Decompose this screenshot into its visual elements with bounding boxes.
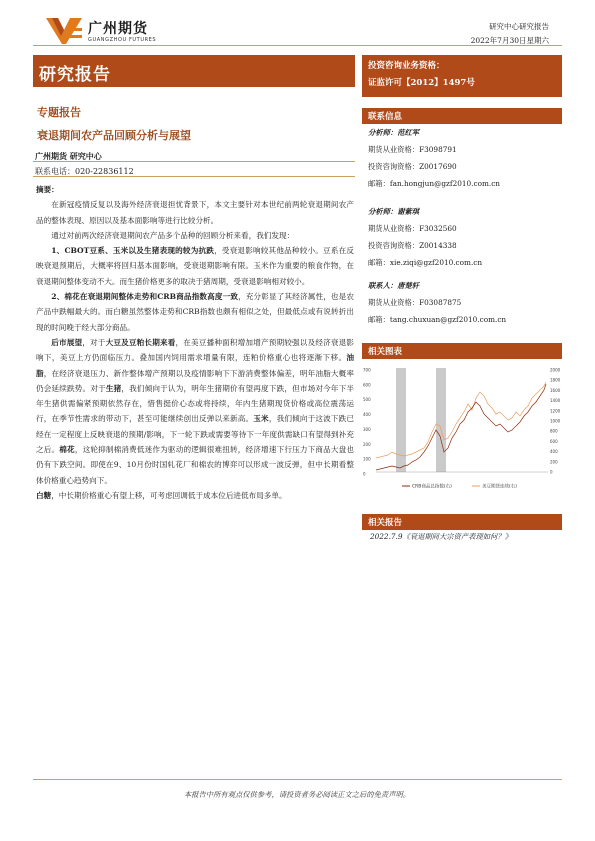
outlook-text: ，我们倾向于这波下跌已经在一定程度上反映衰退的预期/影响，下一轮下跌或需要等待下一年度供需缺口有望得到补充之后。 [36, 414, 355, 455]
abstract-p3 [36, 243, 354, 289]
analyst-title: 分析师： [368, 128, 398, 137]
outlook-text: ，中长期价格重心有望上移，可考虑回调低于成本位后进低布局多单。 [51, 490, 287, 500]
license-box [362, 55, 562, 97]
y-right-tick: 1600 [550, 387, 561, 393]
y-left-tick: 700 [363, 367, 371, 373]
title-bar-text: 研究报告 [39, 65, 111, 85]
y-left-tick: 600 [363, 382, 371, 388]
logo-mark-icon [44, 16, 84, 46]
analyst-2 [368, 203, 482, 271]
outlook-text: ，在美豆播种面积增加增产预期较强以及经济衰退影响下，美豆上方仍面临压力。叠加国内饲用需求增量有限，连粕价格重心也将逐渐下移。 [36, 337, 355, 363]
analyst-consult: 投资咨询资格：Z0014338 [368, 241, 457, 250]
abstract-body [36, 182, 354, 503]
abstract-p6 [36, 488, 354, 503]
outlook-sugar: 白糖 [36, 490, 52, 500]
y-left-tick: 200 [363, 441, 371, 447]
y-left-tick: 300 [363, 426, 371, 432]
legend-soy: 美豆期货连续(右) [482, 484, 518, 490]
outlook-soy: 大豆及豆粕长期来看 [105, 337, 176, 347]
header-divider [33, 45, 562, 46]
analyst-name [368, 277, 506, 294]
analyst-name-text: 谢紫琪 [397, 207, 420, 216]
finding-1-text: ，受衰退影响较其他品种较小。豆系在反映衰退预期后，大概率将回归基本面影响，受衰退期影响有限。玉米作为重要的粮食作物，在衰退期间整体变动不大。而生猪价格更多的取决于猪周期，受衰退影响相对较小。 [36, 246, 354, 286]
y-right-tick: 0 [550, 469, 553, 475]
analyst-name [368, 203, 482, 220]
outlook-text: ，这轮抑制棉消费低迷作为驱动的逻辑很难扭转，经济增速下行压力下商品大盘也仍有下跌空间。即使在9、10月份时国轧花厂和棉农的博弈可以形成一波反弹，但中长期看整体价格重心趋势向下。 [36, 445, 355, 485]
outlook-text: ，我们倾向于认为，明年生猪期价有望再度下跌，但市场对今年下半年生猪供需偏紧预期依然存在，惜售挺价心态或将持续，年内生猪期现货价格或高位震荡运行，在季节性需求的带动下，甚至可能继续创出反弹以来新高。 [36, 383, 355, 424]
analyst-email[interactable]: 邮箱：tang.chuxuan@gzf2010.com.cn [368, 315, 507, 324]
dept-label: 研究中心研究报告 [489, 22, 549, 31]
analyst-title: 分析师： [368, 207, 398, 216]
outlook-oil: 油脂 [36, 353, 354, 378]
y-right-tick: 600 [550, 438, 558, 444]
legend-crb: CRB商品总指数(右) [412, 484, 452, 490]
analyst-consult: 投资咨询资格：Z0017690 [368, 162, 457, 171]
recession-shade-2 [436, 368, 446, 472]
chart-header [362, 343, 562, 359]
y-left-tick: 500 [363, 397, 371, 403]
y-right-tick: 200 [550, 459, 558, 465]
related-header-text: 相关报告 [368, 518, 403, 528]
contact-header [362, 108, 562, 124]
abstract-label: 摘要： [36, 185, 59, 194]
org-name: 广州期货 研究中心 [35, 151, 102, 161]
title-bar [33, 55, 355, 87]
analyst-name-text: 唐楚轩 [397, 281, 420, 290]
related-chart [362, 362, 562, 502]
analyst-1 [368, 124, 500, 192]
analyst-email[interactable]: 邮箱：xie.ziqi@gzf2010.com.cn [368, 258, 483, 267]
outlook-text: ，在经济衰退压力、新作整体增产预期以及疫情影响下下游消费整体偏差，明年油脂大概率仍会延续跌势。对于 [36, 368, 355, 393]
license-line1: 投资咨询业务资格： [368, 61, 445, 71]
logo-cn-text: 广州期货 [88, 21, 148, 37]
y-left-tick: 400 [363, 412, 371, 418]
finding-2-heading: 2、棉花在衰退期间整体走势和CRB商品指数高度一致 [51, 292, 239, 302]
analyst-license: 期货从业资格：F3098791 [368, 145, 457, 154]
outlook-hog: 生猪 [105, 383, 122, 393]
report-title: 衰退期间农产品回顾分析与展望 [37, 129, 191, 142]
abstract-p1: 在新冠疫情反复以及海外经济衰退担忧背景下，本文主要针对本世纪前两轮衰退期间农产品的整体表现、原因以及基本面影响等进行比较分析。 [36, 200, 354, 225]
divider [33, 176, 355, 177]
company-logo [44, 16, 194, 48]
analyst-title: 联系人： [368, 281, 398, 290]
y-right-tick: 800 [550, 428, 558, 434]
related-report-link[interactable]: 2022.7.9《衰退期间大宗资产表现如何？》 [370, 532, 512, 541]
outlook-text: ，对于 [82, 337, 106, 347]
y-left-tick: 100 [363, 456, 371, 462]
outlook-corn: 玉米 [253, 414, 269, 424]
report-date: 2022年7月30日星期六 [470, 36, 549, 45]
disclaimer: 本报告中所有观点仅供参考，请投资者务必阅读正文之后的免责声明。 [183, 790, 411, 799]
y-right-tick: 1200 [550, 408, 561, 414]
analyst-name [368, 124, 500, 141]
analyst-email[interactable]: 邮箱：fan.hongjun@gzf2010.com.cn [368, 179, 500, 188]
y-right-tick: 1000 [550, 418, 561, 424]
y-right-tick: 1800 [550, 377, 561, 383]
analyst-license: 期货从业资格：F03087875 [368, 298, 462, 307]
related-header [362, 514, 562, 530]
report-type: 专题报告 [37, 106, 81, 119]
y-right-tick: 2000 [550, 367, 561, 373]
y-left-tick: 0 [363, 471, 366, 477]
abstract-p5 [36, 335, 354, 488]
contact-person [368, 277, 506, 328]
abstract-p4 [36, 289, 354, 335]
contact-header-text: 联系信息 [368, 112, 403, 122]
finding-1-heading: 1、CBOT豆系、玉米以及生猪表现的较为抗跌 [51, 246, 215, 256]
logo-en-text: GUANGZHOU FUTURES [88, 37, 157, 43]
header-meta [471, 20, 549, 48]
phone: 联系电话：020-22836112 [35, 167, 134, 176]
y-right-tick: 400 [550, 449, 558, 455]
chart-header-text: 相关图表 [368, 347, 403, 357]
outlook-heading: 后市展望 [51, 337, 83, 347]
finding-2-text: ，充分彰显了其经济属性，也是农产品中跌幅最大的。而白糖虽然整体走势和CRB指数也颇有相似之处，但最低点或有说转折出现的时间晚于经大部分商品。 [36, 292, 355, 332]
y-right-tick: 1400 [550, 398, 561, 404]
outlook-cotton: 棉花 [59, 445, 75, 455]
analyst-license: 期货从业资格：F3032560 [368, 224, 457, 233]
chart-svg [362, 362, 562, 502]
footer-divider [33, 779, 562, 780]
abstract-p2: 通过对前两次经济衰退期间农产品多个品种的回顾分析来看，我们发现： [51, 230, 295, 240]
license-line2: 证监许可【2012】1497号 [368, 78, 475, 88]
recession-shade-1 [396, 368, 406, 472]
analyst-name-text: 范红军 [397, 128, 420, 137]
